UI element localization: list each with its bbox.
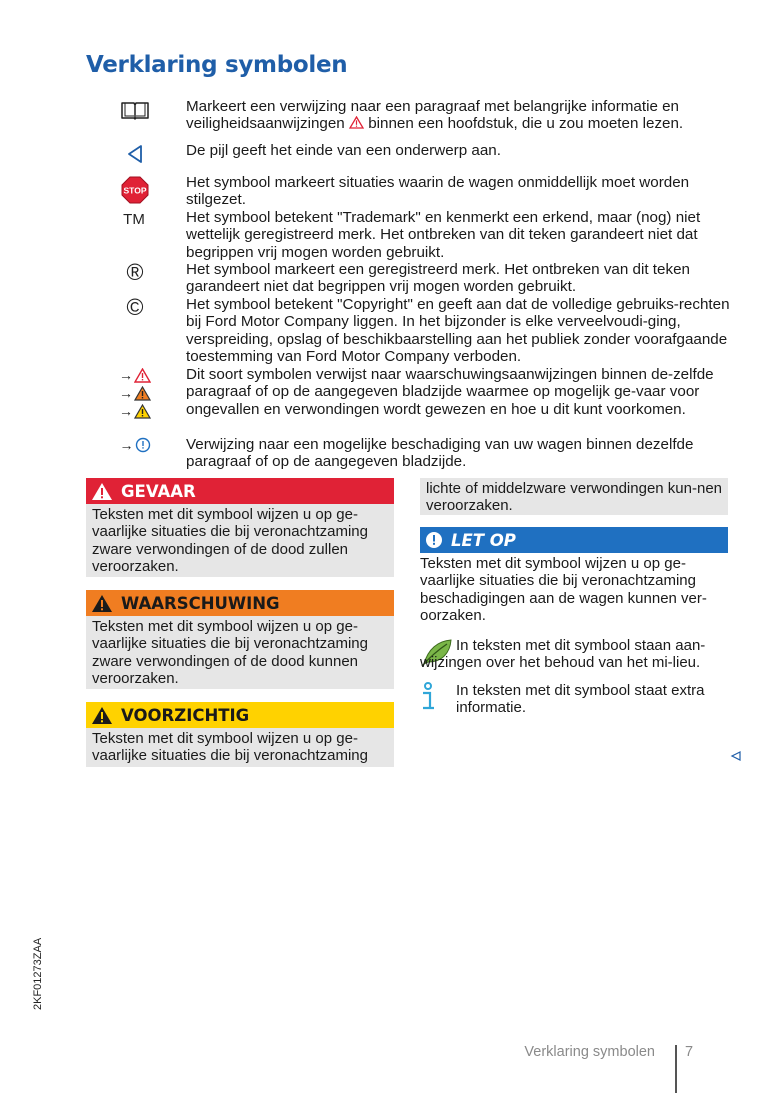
info-note bbox=[420, 682, 728, 717]
symbol-row-registered bbox=[100, 261, 730, 296]
symbol-row-stop bbox=[100, 174, 730, 209]
warning-reference-caution bbox=[119, 402, 151, 420]
symbol-list bbox=[100, 98, 730, 472]
registered-label: ® bbox=[126, 259, 144, 285]
symbol-text: Het symbool betekent "Trademark" en kenmerkt een erkend, maar (nog) niet wettelijk geregistreerd merk. Het ontbreken van dit teken garandeert niet dat begrippen vrij mogen worden gebruikt. bbox=[186, 209, 701, 261]
trademark-icon bbox=[100, 209, 170, 228]
copyright-label: © bbox=[126, 294, 144, 320]
waarschuwing-header bbox=[86, 590, 394, 616]
symbol-row-warning-reference bbox=[100, 366, 730, 436]
waarschuwing-text: Teksten met dit symbool wijzen u op ge-vaarlijke situaties die bij veronachtzaming zware verwondingen of de dood kunnen veroorzaken. bbox=[86, 616, 394, 689]
voorzichtig-box bbox=[86, 702, 394, 767]
symbol-row-copyright bbox=[100, 296, 730, 366]
reference-arrow: → bbox=[119, 367, 133, 383]
letop-header bbox=[420, 527, 728, 553]
gevaar-label: GEVAAR bbox=[121, 481, 196, 501]
gevaar-box bbox=[86, 478, 394, 577]
end-arrow-icon bbox=[730, 749, 742, 767]
stop-sign-label: STOP bbox=[123, 185, 147, 196]
info-icon bbox=[420, 682, 456, 717]
warning-triangle-yellow-icon bbox=[134, 404, 151, 419]
environment-text: In teksten met dit symbool staan aan-wijzingen over het behoud van het mi-lieu. bbox=[420, 636, 706, 672]
page-number: 7 bbox=[685, 1044, 694, 1060]
symbol-text: Het symbool markeert situaties waarin de wagen onmiddellijk moet worden stilgezet. bbox=[186, 174, 690, 209]
voorzichtig-header bbox=[86, 702, 394, 728]
symbol-text: Markeert een verwijzing naar een paragraaf met belangrijke informatie en veiligheidsaanwijzingen bbox=[186, 98, 680, 133]
letop-box bbox=[420, 527, 728, 625]
end-arrow-icon bbox=[100, 142, 170, 164]
reference-arrow: → bbox=[119, 385, 133, 401]
warning-triangle-icon bbox=[91, 594, 113, 613]
symbol-text: Verwijzing naar een mogelijke beschadiging van uw wagen binnen dezelfde paragraaf of op de aangegeven bladzijde. bbox=[186, 436, 694, 471]
notice-circle-icon bbox=[425, 531, 443, 549]
left-column bbox=[86, 478, 394, 767]
warning-reference-danger bbox=[119, 366, 151, 384]
voorzichtig-text-continued: lichte of middelzware verwondingen kun-nen veroorzaken. bbox=[420, 478, 728, 515]
voorzichtig-text: Teksten met dit symbool wijzen u op ge-vaarlijke situaties die bij veronachtzaming bbox=[86, 728, 394, 767]
symbol-text: De pijl geeft het einde van een onderwerp aan. bbox=[186, 142, 501, 159]
warning-triangle-orange-icon bbox=[134, 386, 151, 401]
symbol-text: Dit soort symbolen verwijst naar waarschuwingsaanwijzingen binnen de-zelfde paragraaf of op de aangegeven bladzijde waarmee op mogelijk ge-vaar voor ongevallen en verwondingen wordt gewezen en hoe u dit kunt voorkomen. bbox=[186, 366, 714, 418]
notice-circle-icon bbox=[135, 437, 151, 453]
letop-label: LET OP bbox=[451, 530, 516, 550]
symbol-row-damage-reference bbox=[100, 436, 730, 472]
symbol-row-book bbox=[100, 98, 730, 142]
environment-note bbox=[420, 637, 728, 672]
gevaar-header bbox=[86, 478, 394, 504]
voorzichtig-label: VOORZICHTIG bbox=[121, 705, 250, 725]
warning-reference-icons bbox=[100, 366, 170, 420]
symbol-row-trademark bbox=[100, 209, 730, 261]
symbol-text: Het symbool markeert een geregistreerd merk. Het ontbreken van dit teken garandeert niet dat begrippen vrij mogen worden gebruikt. bbox=[186, 261, 690, 296]
trademark-label: TM bbox=[123, 211, 145, 228]
info-text: In teksten met dit symbool staat extra informatie. bbox=[456, 681, 705, 717]
reference-arrow: → bbox=[119, 403, 133, 419]
warning-triangle-outline-icon bbox=[134, 368, 151, 383]
warning-triangle-icon bbox=[91, 706, 113, 725]
registered-icon bbox=[100, 261, 170, 284]
reference-arrow: → bbox=[119, 437, 134, 453]
waarschuwing-label: WAARSCHUWING bbox=[121, 593, 280, 613]
symbol-row-end-arrow bbox=[100, 142, 730, 174]
waarschuwing-box bbox=[86, 590, 394, 689]
footer-section-title: Verklaring symbolen bbox=[524, 1044, 655, 1060]
stop-icon bbox=[100, 174, 170, 204]
symbol-text: Het symbool betekent "Copyright" en geeft aan dat de volledige gebruiks-rechten bij Ford Motor Company liggen. In het bijzonder is elke verveelvoudi-ging, verspreiding, opslag of beschikbaarstelling aan het publiek zonder voorafgaande toestemming van Ford Motor Company verboden. bbox=[186, 296, 730, 366]
copyright-icon bbox=[100, 296, 170, 319]
warning-triangle-icon bbox=[349, 116, 364, 129]
footer-divider bbox=[675, 1045, 677, 1093]
letop-text: Teksten met dit symbool wijzen u op ge-vaarlijke situaties die bij veronachtzaming beschadigingen aan de wagen kunnen ver-oorzaken. bbox=[420, 555, 707, 625]
warning-reference-warning bbox=[119, 384, 151, 402]
right-column bbox=[420, 478, 728, 717]
book-icon bbox=[100, 98, 170, 120]
damage-reference-icon bbox=[100, 436, 170, 454]
warning-triangle-icon bbox=[91, 482, 113, 501]
symbol-text-continued: binnen een hoofdstuk, die u zou moeten lezen. bbox=[368, 115, 684, 133]
document-code: 2KF01273ZAA bbox=[32, 937, 44, 1010]
gevaar-text: Teksten met dit symbool wijzen u op ge-vaarlijke situaties die bij veronachtzaming zware verwondingen of de dood zullen veroorzaken. bbox=[86, 504, 394, 577]
page-title: Verklaring symbolen bbox=[86, 52, 348, 78]
